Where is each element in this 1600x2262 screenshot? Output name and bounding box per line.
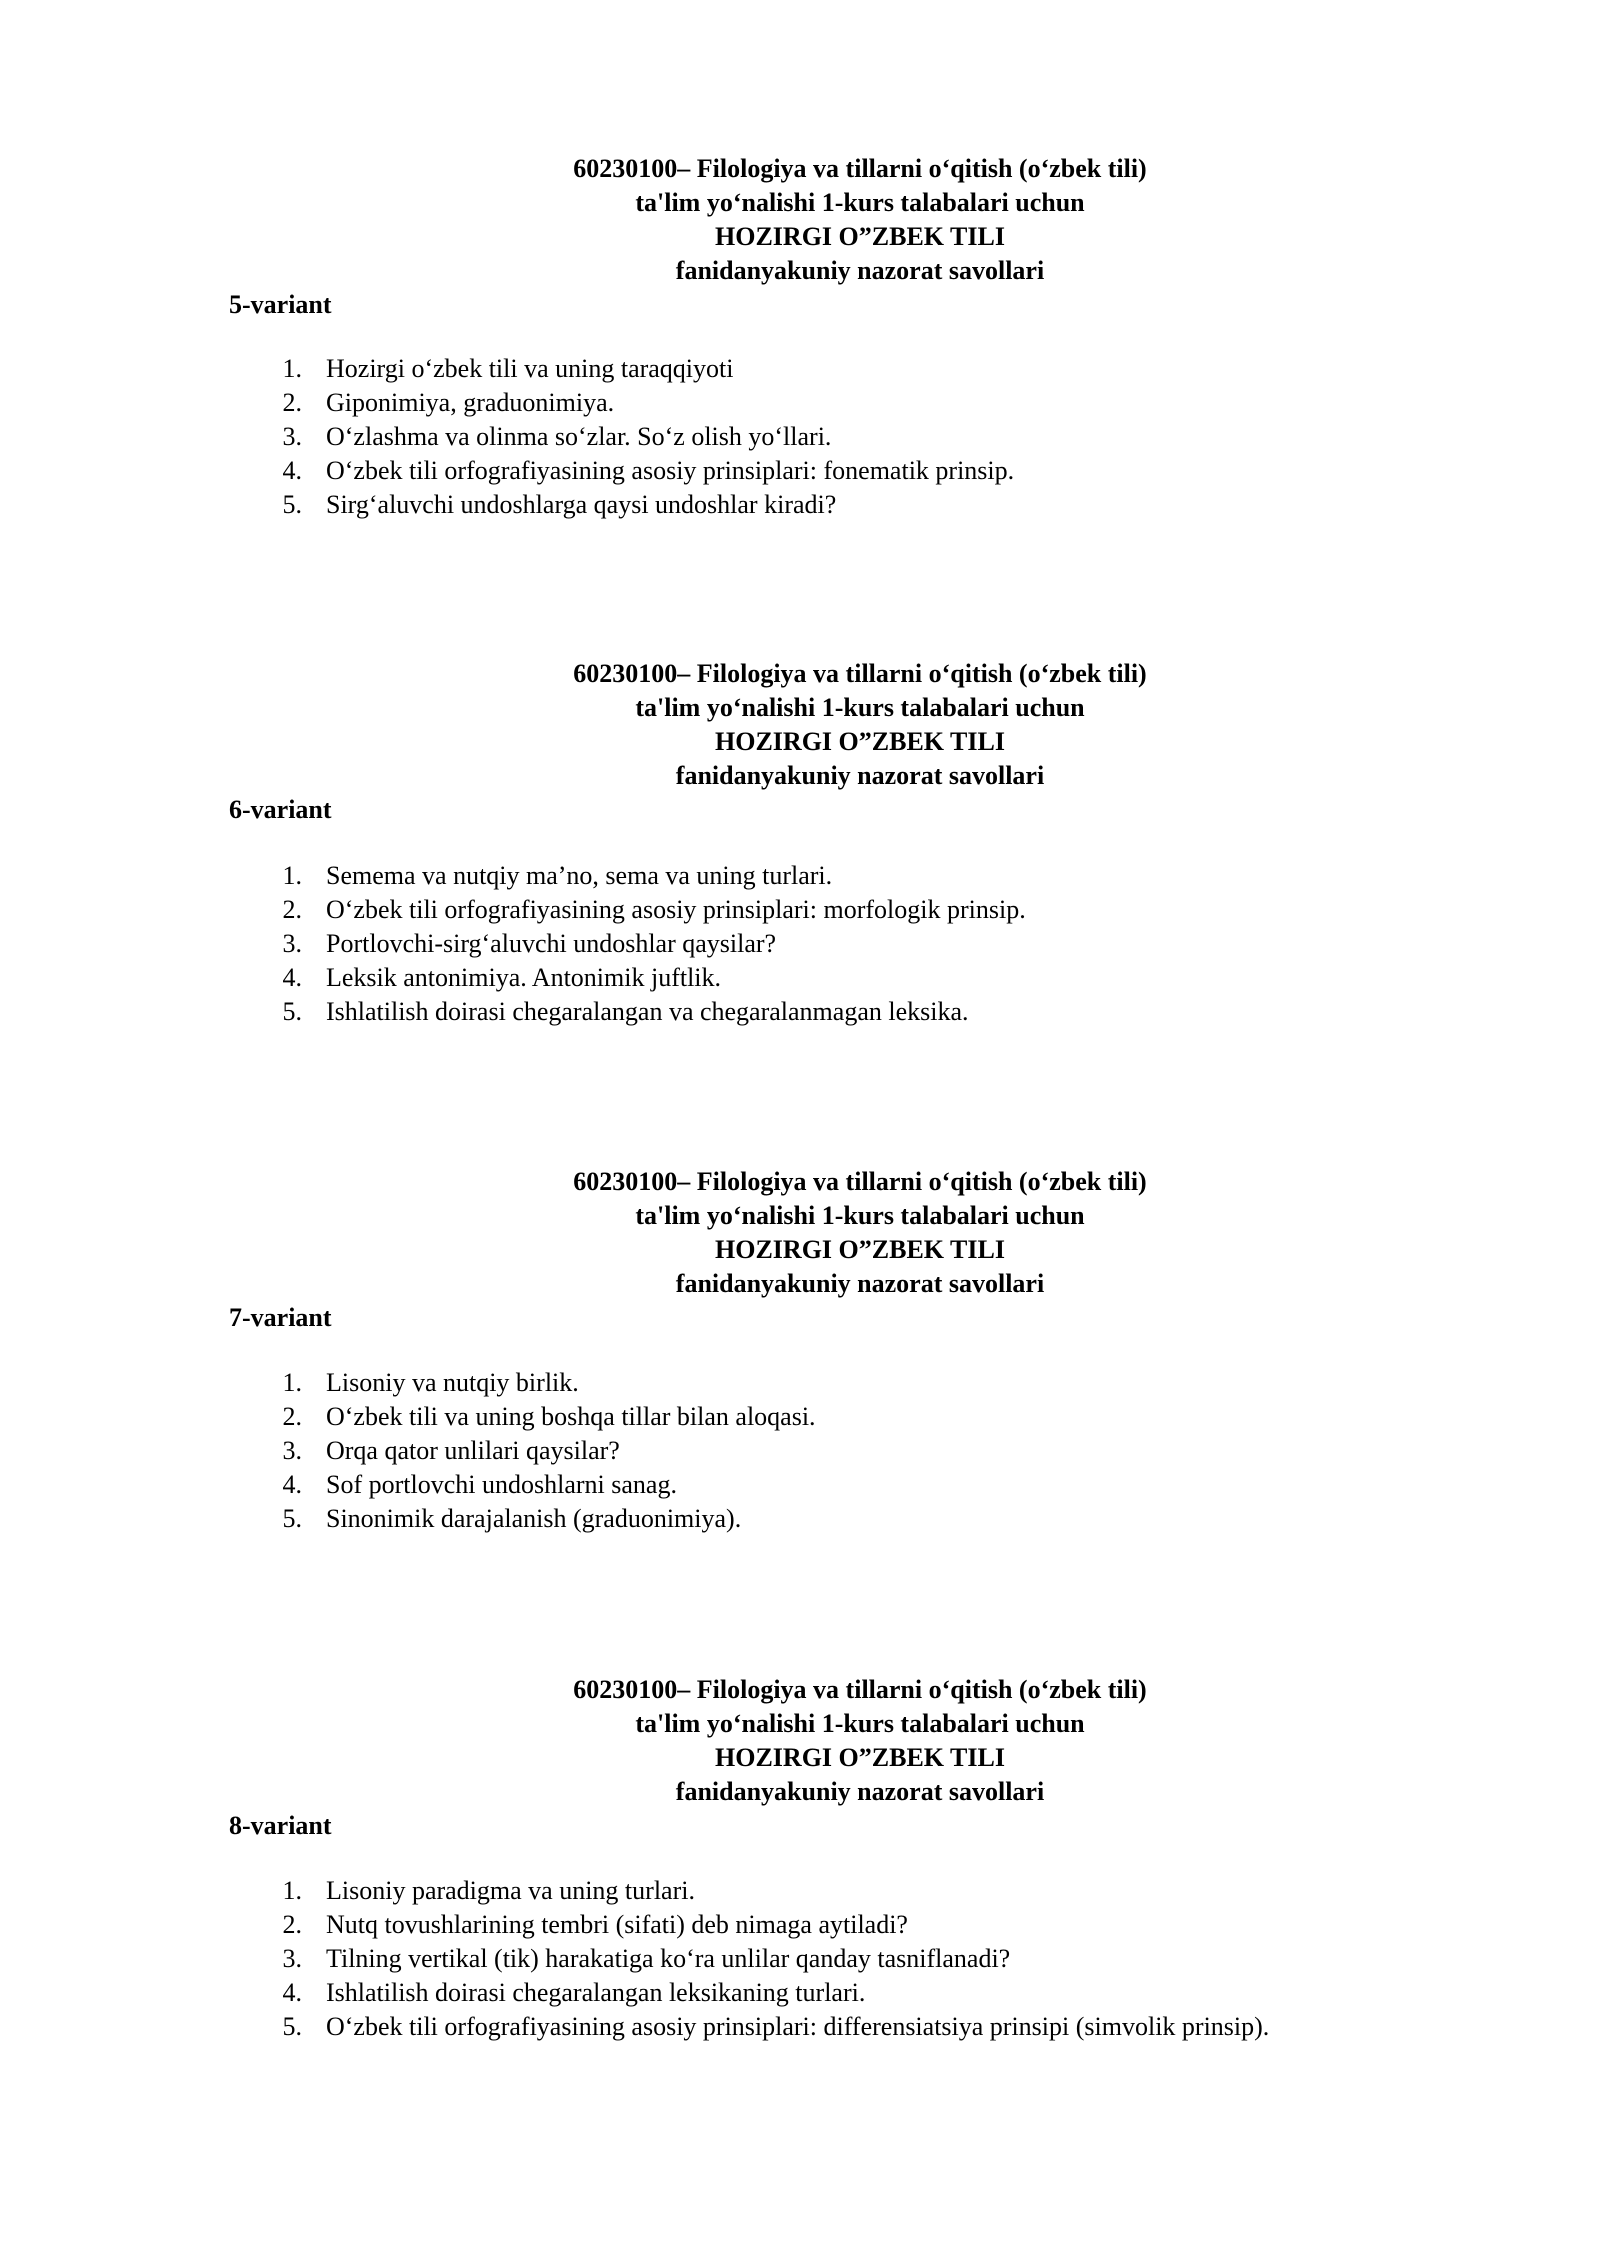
question-number: 1.	[282, 861, 302, 890]
header-course-line: ta'lim yo‘nalishi 1-kurs talabalari uchun	[635, 1709, 1085, 1738]
variant-label: 5-variant	[229, 290, 332, 319]
header-exam-line: fanidanyakuniy nazorat savollari	[675, 1269, 1045, 1298]
question-text: Orqa qator unlilari qaysilar?	[326, 1436, 620, 1465]
question-number: 4.	[282, 1978, 302, 2007]
question-number: 1.	[282, 1876, 302, 1905]
question-text: Nutq tovushlarining tembri (sifati) deb nimaga aytiladi?	[326, 1910, 908, 1939]
question-text: Tilning vertikal (tik) harakatiga ko‘ra unlilar qanday tasniflanadi?	[326, 1944, 1011, 1973]
header-course-line: ta'lim yo‘nalishi 1-kurs talabalari uchun	[635, 188, 1085, 217]
variant-label: 7-variant	[229, 1303, 332, 1332]
question-number: 2.	[282, 1910, 302, 1939]
question-text: Portlovchi-sirg‘aluvchi undoshlar qaysilar?	[326, 929, 777, 958]
header-program-line: 60230100– Filologiya va tillarni o‘qitish (o‘zbek tili)	[573, 154, 1147, 183]
question-number: 3.	[282, 422, 302, 451]
question-number: 4.	[282, 456, 302, 485]
question-text: O‘zbek tili orfografiyasining asosiy prinsiplari: fonematik prinsip.	[326, 456, 1015, 485]
header-subject-line: HOZIRGI O”ZBEK TILI	[715, 222, 1005, 251]
question-number: 5.	[282, 2012, 302, 2041]
question-number: 3.	[282, 1944, 302, 1973]
variant-header	[500, 1165, 1220, 1301]
question-text: Lisoniy paradigma va uning turlari.	[326, 1876, 695, 1905]
variant-header	[500, 1673, 1220, 1809]
header-exam-line: fanidanyakuniy nazorat savollari	[675, 1777, 1045, 1806]
header-subject-line: HOZIRGI O”ZBEK TILI	[715, 1743, 1005, 1772]
question-text: O‘zbek tili orfografiyasining asosiy prinsiplari: morfologik prinsip.	[326, 895, 1026, 924]
question-text: O‘zlashma va olinma so‘zlar. So‘z olish yo‘llari.	[326, 422, 832, 451]
header-exam-line: fanidanyakuniy nazorat savollari	[675, 256, 1045, 285]
header-course-line: ta'lim yo‘nalishi 1-kurs talabalari uchun	[635, 1201, 1085, 1230]
question-number: 5.	[282, 1504, 302, 1533]
header-course-line: ta'lim yo‘nalishi 1-kurs talabalari uchun	[635, 693, 1085, 722]
variant-header	[500, 657, 1220, 793]
header-program-line: 60230100– Filologiya va tillarni o‘qitish (o‘zbek tili)	[573, 1675, 1147, 1704]
question-number: 3.	[282, 1436, 302, 1465]
header-program-line: 60230100– Filologiya va tillarni o‘qitish (o‘zbek tili)	[573, 1167, 1147, 1196]
question-text: Ishlatilish doirasi chegaralangan va chegaralanmagan leksika.	[326, 997, 969, 1026]
question-number: 1.	[282, 354, 302, 383]
header-exam-line: fanidanyakuniy nazorat savollari	[675, 761, 1045, 790]
question-text: Lisoniy va nutqiy birlik.	[326, 1368, 579, 1397]
question-number: 3.	[282, 929, 302, 958]
question-text: Sof portlovchi undoshlarni sanag.	[326, 1470, 677, 1499]
question-text: Sirg‘aluvchi undoshlarga qaysi undoshlar kiradi?	[326, 490, 837, 519]
question-number: 4.	[282, 963, 302, 992]
variant-header	[500, 152, 1220, 288]
question-text: O‘zbek tili va uning boshqa tillar bilan aloqasi.	[326, 1402, 816, 1431]
variant-label: 6-variant	[229, 795, 332, 824]
question-number: 2.	[282, 895, 302, 924]
question-text: Hozirgi o‘zbek tili va uning taraqqiyoti	[326, 354, 734, 383]
header-subject-line: HOZIRGI O”ZBEK TILI	[715, 727, 1005, 756]
question-number: 5.	[282, 490, 302, 519]
question-number: 2.	[282, 388, 302, 417]
question-text: Giponimiya, graduonimiya.	[326, 388, 615, 417]
question-text: Ishlatilish doirasi chegaralangan leksikaning turlari.	[326, 1978, 866, 2007]
question-number: 1.	[282, 1368, 302, 1397]
variant-label: 8-variant	[229, 1811, 332, 1840]
question-text: Semema va nutqiy ma’no, sema va uning turlari.	[326, 861, 833, 890]
question-number: 2.	[282, 1402, 302, 1431]
header-subject-line: HOZIRGI O”ZBEK TILI	[715, 1235, 1005, 1264]
question-number: 4.	[282, 1470, 302, 1499]
question-text: Sinonimik darajalanish (graduonimiya).	[326, 1504, 742, 1533]
question-number: 5.	[282, 997, 302, 1026]
header-program-line: 60230100– Filologiya va tillarni o‘qitish (o‘zbek tili)	[573, 659, 1147, 688]
question-text: Leksik antonimiya. Antonimik juftlik.	[326, 963, 722, 992]
question-text: O‘zbek tili orfografiyasining asosiy prinsiplari: differensiatsiya prinsipi (simvolik prinsip).	[326, 2012, 1270, 2041]
